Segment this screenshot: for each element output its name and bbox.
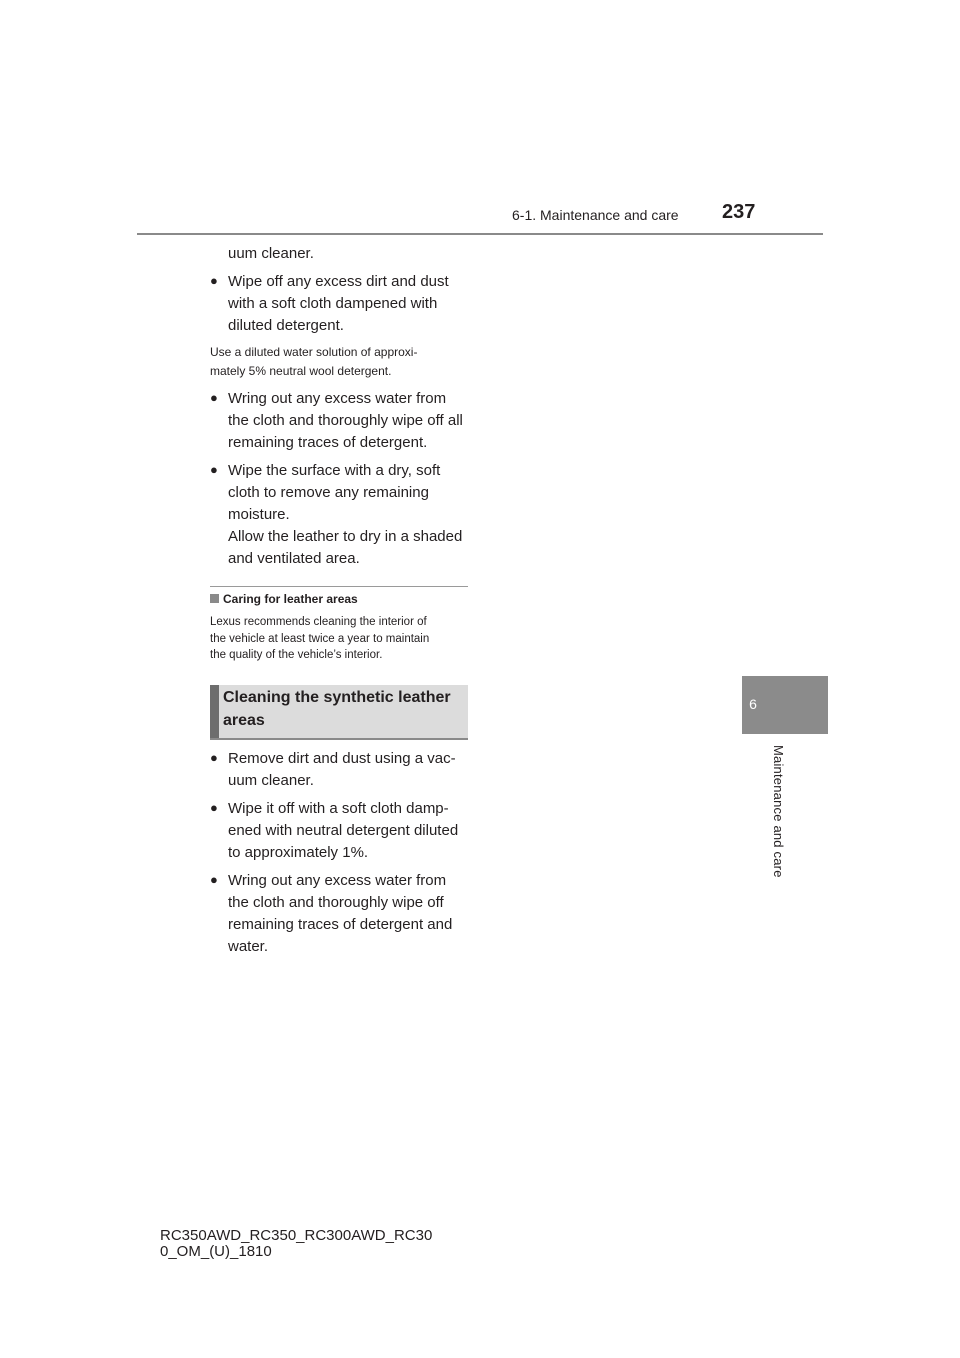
section-heading-bar [210, 685, 219, 738]
bullet-icon: ● [210, 750, 218, 765]
bullet-icon: ● [210, 872, 218, 887]
caring-paragraph: Lexus recommends cleaning the interior of the vehicle at least twice a year to maintain the quality of the vehicle’s interior. [210, 616, 430, 661]
chapter-number: 6 [749, 696, 757, 712]
list-item: Wring out any excess water from the cloth and thoroughly wipe off remaining traces of detergent and water. [228, 872, 453, 955]
list-item: Remove dirt and dust using a vac- uum cleaner. [228, 750, 456, 789]
section-heading-box [210, 685, 468, 740]
list-item: Wipe off any excess dirt and dust with a soft cloth dampened with diluted detergent. [228, 273, 449, 334]
list-item: Wipe it off with a soft cloth damp- ened with neutral detergent diluted to approximately 1%. [228, 800, 459, 861]
continued-text: uum cleaner. [228, 245, 314, 262]
section-divider [210, 586, 468, 587]
caring-heading: Caring for leather areas [210, 592, 358, 606]
section-title: Cleaning the synthetic leather areas [223, 689, 451, 729]
bullet-icon: ● [210, 800, 218, 815]
list-item: Wipe the surface with a dry, soft cloth to remove any remaining moisture. Allow the leather to dry in a shaded and ventilated area. [228, 462, 463, 567]
running-header-section: 6-1. Maintenance and care [512, 207, 679, 223]
page-number: 237 [722, 201, 756, 223]
document-code-footer: RC350AWD_RC350_RC300AWD_RC30 0_OM_(U)_1810 [160, 1227, 433, 1260]
bullet-icon: ● [210, 390, 218, 405]
header-rule [137, 233, 823, 235]
chapter-label: Maintenance and care [771, 745, 786, 878]
square-bullet-icon [210, 594, 219, 603]
chapter-tab[interactable] [742, 676, 828, 734]
detergent-note: Use a diluted water solution of approxi- mately 5% neutral wool detergent. [210, 345, 418, 378]
list-item: Wring out any excess water from the cloth and thoroughly wipe off all remaining traces of detergent. [228, 390, 463, 451]
bullet-icon: ● [210, 273, 218, 288]
bullet-icon: ● [210, 462, 218, 477]
